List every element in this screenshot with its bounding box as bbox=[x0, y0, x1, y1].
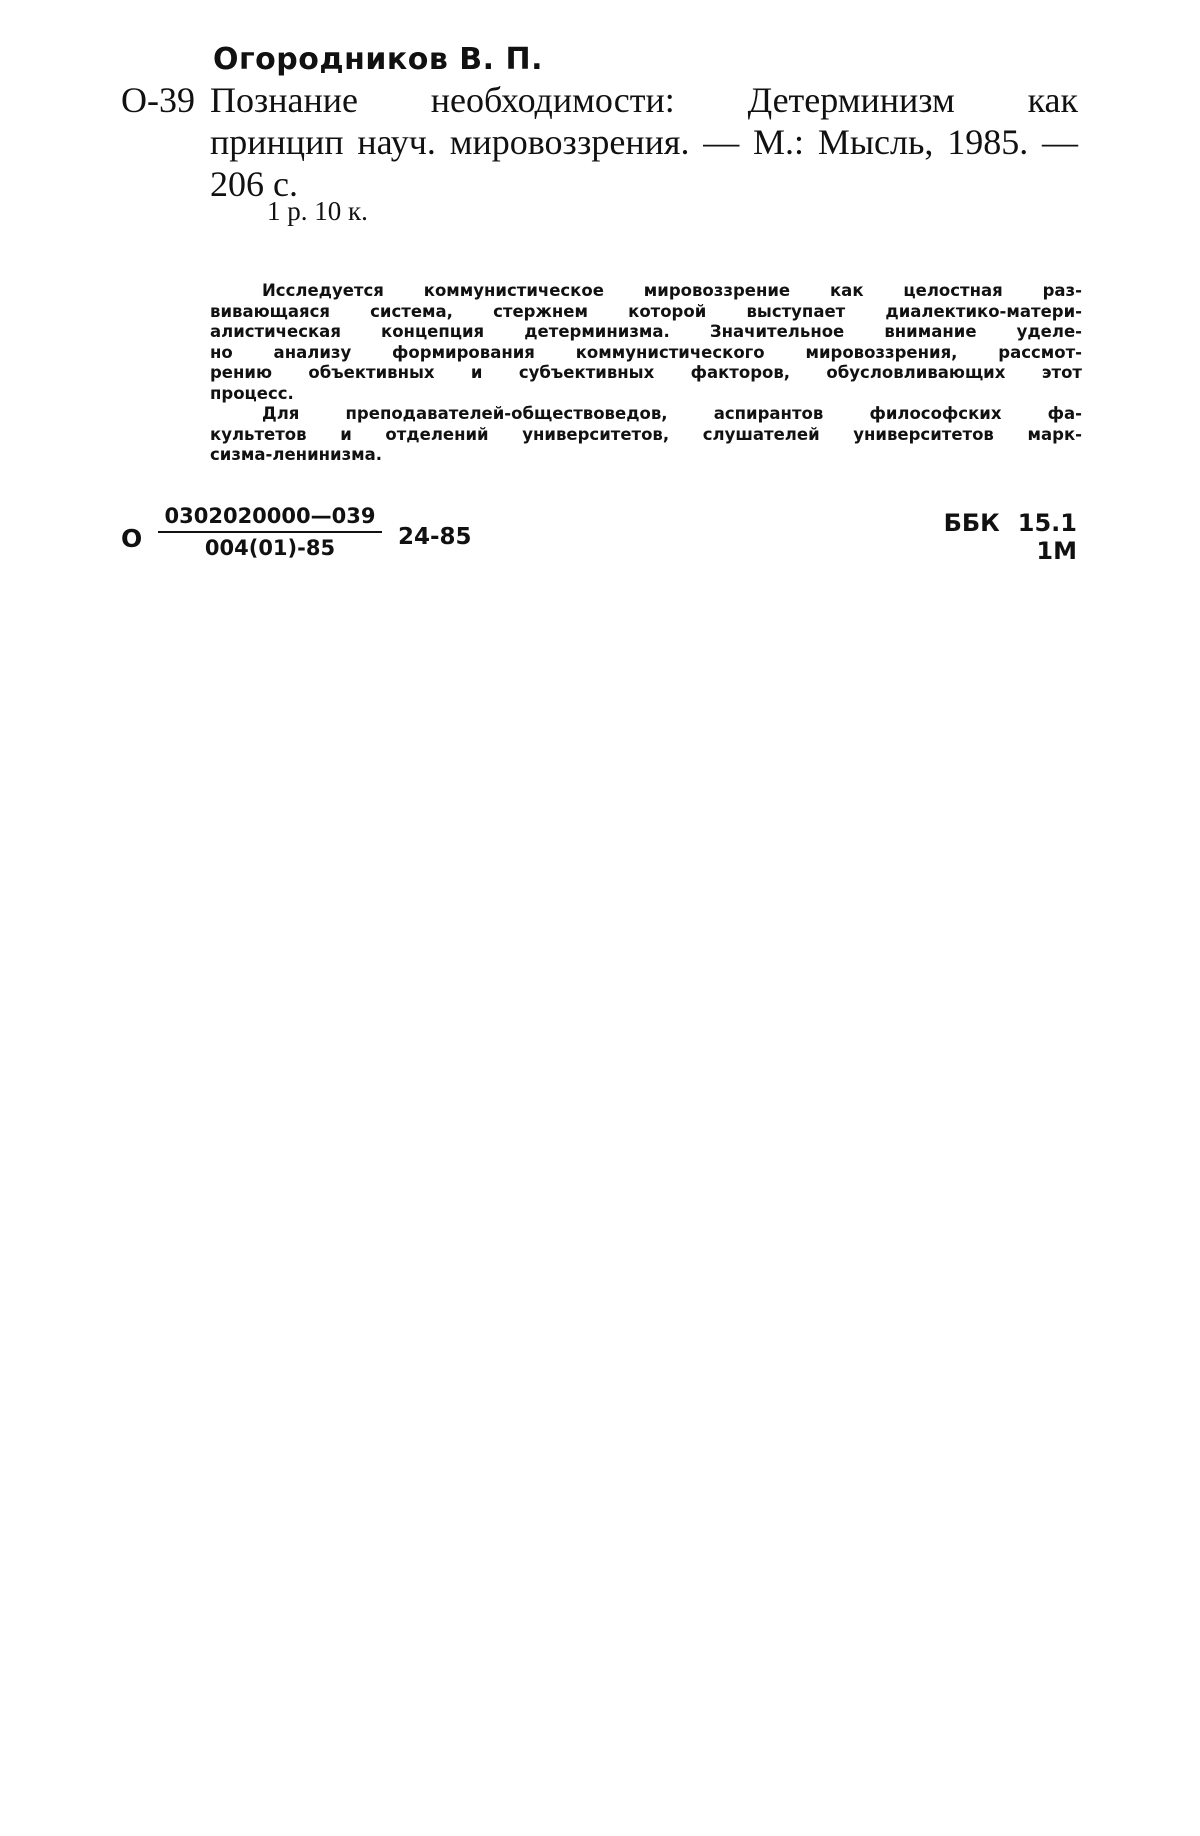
index-fraction bbox=[158, 504, 382, 560]
index-denominator: 004(01)-85 bbox=[204, 536, 336, 560]
annotation-line: рению объективных и субъективных факторов, обусловливающих этот bbox=[210, 363, 1082, 382]
annotation-line: вивающаяся система, стержнем которой выступает диалектико-матери- bbox=[210, 301, 1082, 321]
bbk-code: 15.1 bbox=[1017, 509, 1077, 537]
annotation-line: Для преподавателей-обществоведов, аспирантов философских фа- bbox=[262, 404, 1082, 423]
title-line: 206 с. bbox=[210, 164, 298, 204]
annotation-line: культетов и отделений университетов, слушателей университетов марк- bbox=[210, 424, 1082, 444]
title-line: принцип науч. мировоззрения. — М.: Мысль, 1985. — bbox=[210, 122, 1078, 162]
annotation-line: алистическая концепция детерминизма. Значительное внимание уделе- bbox=[210, 322, 1082, 341]
price: 1 р. 10 к. bbox=[267, 196, 368, 226]
annotation bbox=[210, 281, 1082, 466]
bbk-sub: 1М bbox=[1036, 537, 1077, 565]
bbk-line bbox=[944, 509, 1077, 537]
annotation-line: сизма-ленинизма. bbox=[210, 445, 383, 464]
title-line: Познание необходимости: Детерминизм как bbox=[210, 80, 1078, 120]
index-letter: О bbox=[121, 524, 143, 553]
bbk-block bbox=[944, 509, 1077, 565]
title-block bbox=[210, 79, 1078, 205]
author-name: Огородников В. П. bbox=[213, 42, 543, 77]
annotation-line: Исследуется коммунистическое мировоззрение как целостная раз- bbox=[262, 281, 1082, 300]
catalog-code: О-39 bbox=[121, 80, 195, 120]
annotation-line: процесс. bbox=[210, 383, 294, 403]
index-numerator: 0302020000—039 bbox=[158, 504, 382, 533]
annotation-line: но анализу формирования коммунистического мировоззрения, рассмот- bbox=[210, 342, 1082, 362]
series-code: 24-85 bbox=[398, 524, 472, 550]
bbk-label: ББК bbox=[943, 509, 1000, 537]
